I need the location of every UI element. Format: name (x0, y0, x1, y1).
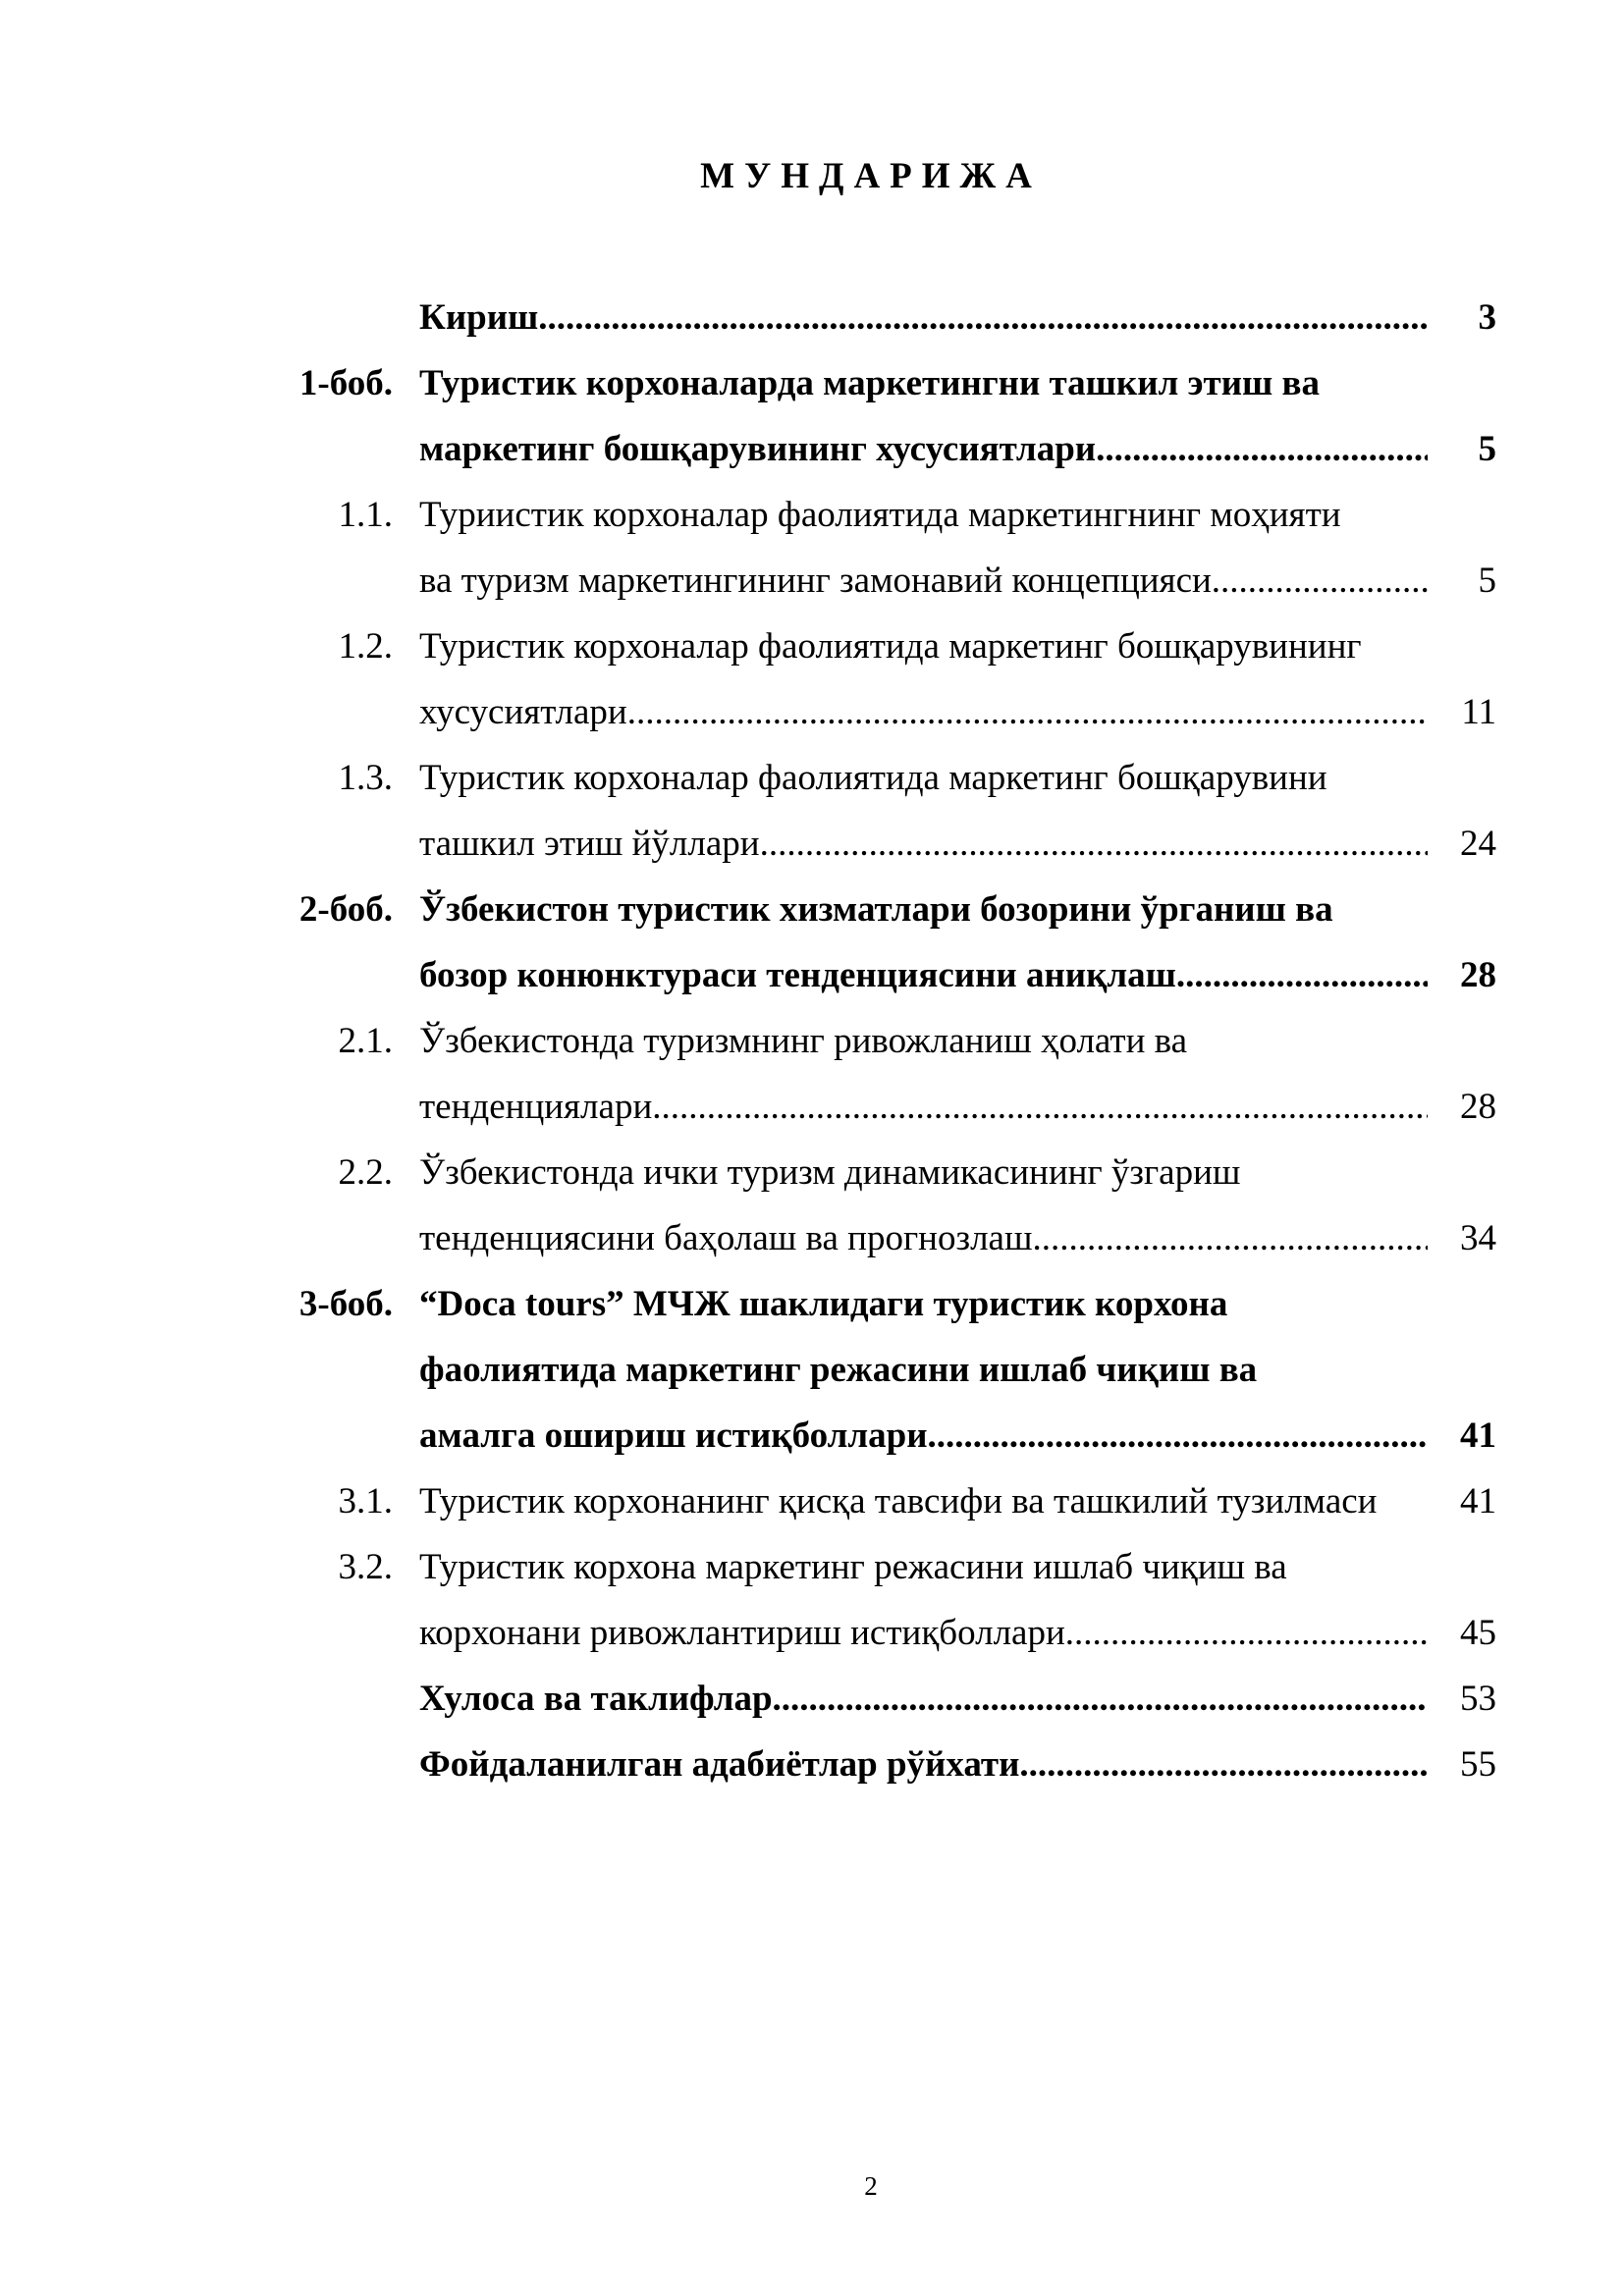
toc-entry-page: 34 (1460, 1218, 1496, 1258)
toc-entry-page: 41 (1460, 1415, 1496, 1456)
toc-entry-text: Туриистик корхоналар фаолиятида маркетингнинг моҳияти (419, 495, 1341, 535)
toc-entry-page: 5 (1478, 429, 1496, 469)
toc-entry-text: маркетинг бошқарувининг хусусиятлари (419, 429, 1097, 469)
leader-dots (652, 1074, 1428, 1140)
toc-entry-number: 2.2. (338, 1152, 393, 1193)
toc-entry-text: Туристик корхона маркетинг режасини ишлаб чиқиш ва (419, 1547, 1287, 1587)
toc-entry[interactable] (0, 1140, 1624, 1271)
toc-entry-text: Кириш (419, 297, 539, 338)
toc-entry-number: 3.2. (338, 1547, 393, 1587)
leader-dots (1212, 548, 1428, 614)
toc-entry-page: 5 (1478, 561, 1496, 601)
toc-entry[interactable] (0, 877, 1624, 1008)
toc-entry-page: 28 (1460, 1087, 1496, 1127)
leader-dots (928, 1403, 1428, 1468)
toc-entry[interactable] (0, 350, 1624, 482)
toc-entry-text: фаолиятида маркетинг режасини ишлаб чиқиш ва (419, 1350, 1258, 1390)
toc-entry-number: 1.3. (338, 758, 393, 798)
toc-entry[interactable] (0, 1732, 1624, 1797)
toc-entry-page: 28 (1460, 955, 1496, 995)
toc-entry-text: ва туризм маркетингининг замонавий концепцияси (419, 561, 1212, 601)
toc-entry-text: тенденциясини баҳолаш ва прогнозлаш (419, 1218, 1033, 1258)
toc-entry-page: 41 (1460, 1481, 1496, 1522)
leader-dots (1065, 1600, 1428, 1666)
toc-entry-text: Ўзбекистон туристик хизматлари бозорини ўрганиш ва (419, 889, 1333, 930)
toc-entry-number: 2-боб. (298, 889, 393, 930)
toc-entry-text: Фойдаланилган адабиётлар рўйхати (419, 1744, 1020, 1785)
leader-dots (627, 679, 1428, 745)
toc-entry-page: 11 (1461, 692, 1496, 732)
leader-dots (1176, 942, 1428, 1008)
table-of-contents (0, 285, 1624, 1797)
toc-entry-page: 3 (1478, 297, 1496, 338)
toc-entry-page: 45 (1460, 1613, 1496, 1653)
toc-entry[interactable] (0, 482, 1624, 614)
toc-entry[interactable] (0, 1468, 1624, 1534)
leader-dots (1019, 1732, 1428, 1797)
leader-dots (538, 285, 1428, 350)
leader-dots (760, 811, 1428, 877)
toc-entry[interactable] (0, 1666, 1624, 1732)
toc-entry[interactable] (0, 745, 1624, 877)
toc-entry-text: Ўзбекистонда ички туризм динамикасининг ўзгариш (419, 1152, 1241, 1193)
toc-entry[interactable] (0, 1271, 1624, 1468)
toc-entry-text: Туристик корхоналар фаолиятида маркетинг бошқарувини (419, 758, 1327, 798)
toc-entry-text: хусусиятлари (419, 692, 627, 732)
document-title: МУНДАРИЖА (700, 156, 1042, 196)
leader-dots (773, 1666, 1428, 1732)
toc-entry-page: 55 (1460, 1744, 1496, 1785)
toc-entry-text: Туристик корхоналар фаолиятида маркетинг бошқарувининг (419, 626, 1362, 667)
toc-entry-text: тенденциялари (419, 1087, 653, 1127)
leader-dots (1096, 416, 1428, 482)
toc-entry-text: “Doca tours” МЧЖ шаклидаги туристик корхона (419, 1284, 1228, 1324)
toc-entry-text: Хулоса ва таклифлар (419, 1679, 773, 1719)
toc-entry[interactable] (0, 1534, 1624, 1666)
toc-entry-text: корхонани ривожлантириш истиқболлари (419, 1613, 1065, 1653)
toc-entry-text: Туристик корхонанинг қисқа тавсифи ва ташкилий тузилмаси (419, 1481, 1378, 1522)
toc-entry-number: 3.1. (338, 1481, 393, 1522)
toc-entry-text: ташкил этиш йўллари (419, 824, 760, 864)
toc-entry-number: 1-боб. (298, 363, 393, 403)
toc-entry-number: 1.1. (338, 495, 393, 535)
toc-entry-number: 3-боб. (298, 1284, 393, 1324)
toc-entry-text: Туристик корхоналарда маркетингни ташкил этиш ва (419, 363, 1320, 403)
page-number: 2 (864, 2171, 878, 2201)
toc-entry-text: Ўзбекистонда туризмнинг ривожланиш ҳолати ва (419, 1021, 1188, 1061)
toc-entry[interactable] (0, 614, 1624, 745)
toc-entry-text: амалга ошириш истиқболлари (419, 1415, 928, 1456)
toc-entry[interactable] (0, 1008, 1624, 1140)
toc-entry-text: бозор конюнктураси тенденциясини аниқлаш (419, 955, 1176, 995)
toc-entry-page: 53 (1460, 1679, 1496, 1719)
leader-dots (1032, 1205, 1428, 1271)
toc-entry-page: 24 (1460, 824, 1496, 864)
toc-entry[interactable] (0, 285, 1624, 350)
toc-entry-number: 2.1. (338, 1021, 393, 1061)
toc-entry-number: 1.2. (338, 626, 393, 667)
